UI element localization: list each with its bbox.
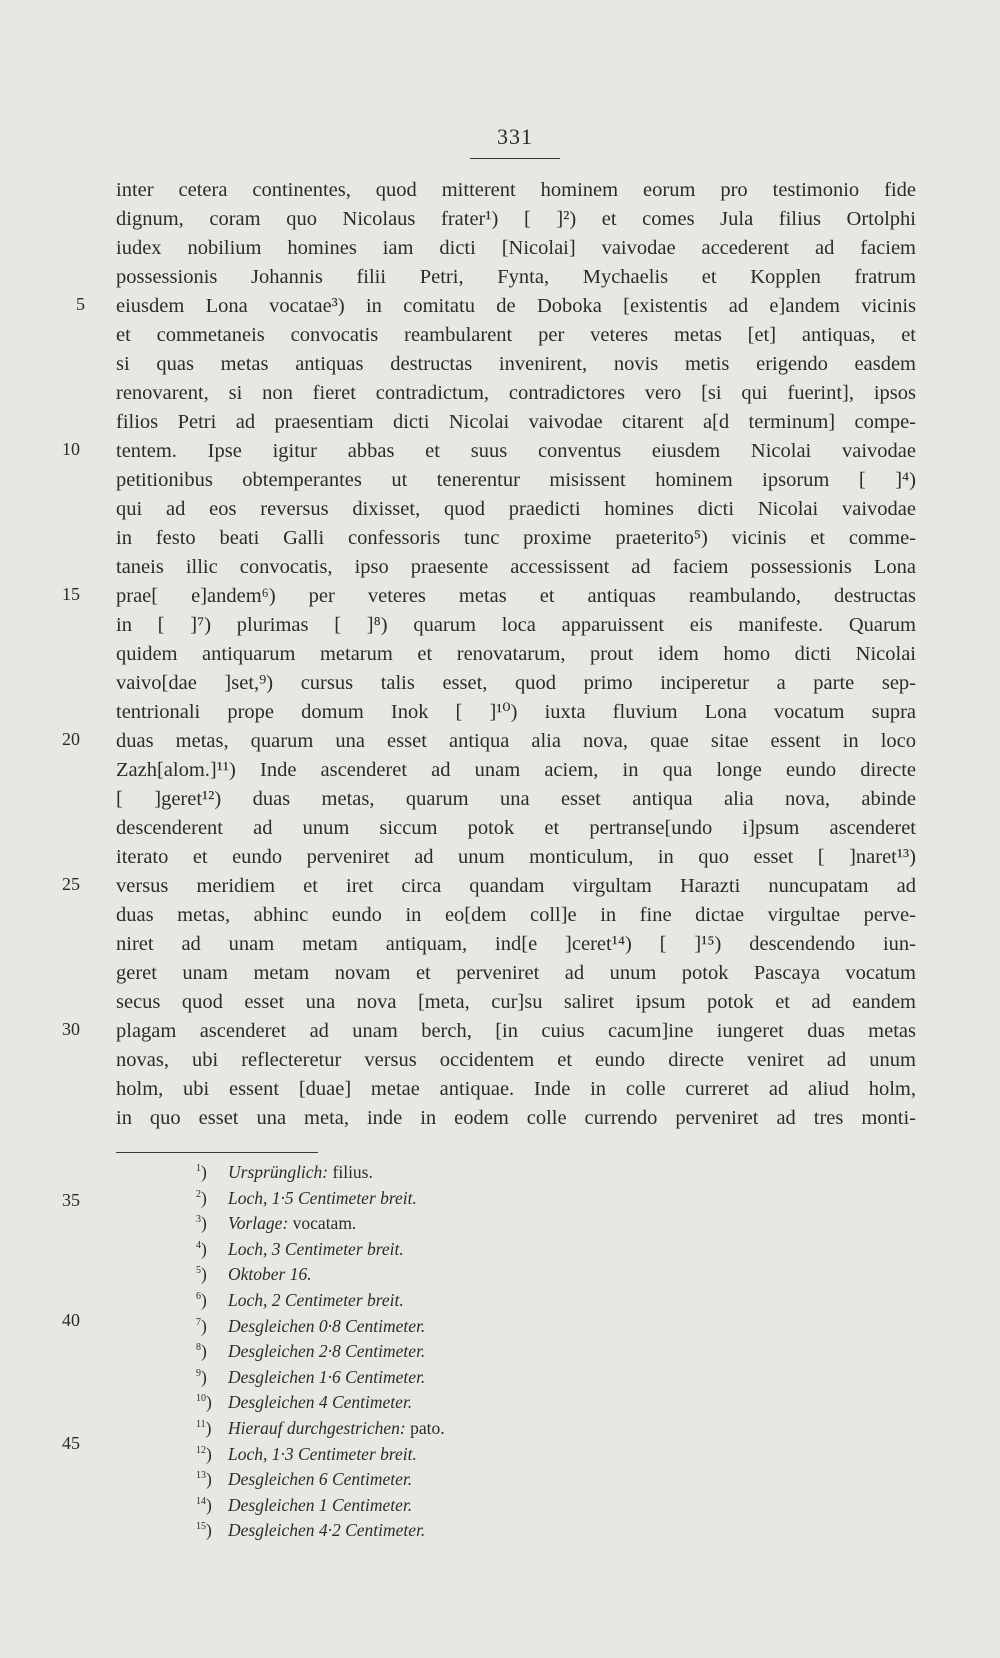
footnote: $^{15}$) Desgleichen 4·2 Centimeter. xyxy=(196,1520,426,1541)
line-number: 45 xyxy=(62,1433,80,1453)
footnote: $^{12}$) Loch, 1·3 Centimeter breit. xyxy=(196,1443,417,1464)
line-number: 35 xyxy=(62,1190,80,1210)
text-line: tentrionali prope domum Inok [ ]¹⁰) iuxta fluvium Lona vocatum supra xyxy=(116,701,916,723)
footnote-number: 13 xyxy=(196,1470,206,1482)
text-line: renovarent, si non fieret contradictum, contradictores vero [si qui fuerint], ipsos xyxy=(116,382,916,404)
footnote: $^4$) Loch, 3 Centimeter breit. xyxy=(196,1238,404,1259)
text-line: et commetaneis convocatis reambularent per veteres metas [et] antiquas, et xyxy=(116,324,916,346)
footnote-number: 1 xyxy=(196,1163,201,1174)
text-line: possessionis Johannis filii Petri, Fynta, Mychaelis et Kopplen fratrum xyxy=(116,266,916,288)
text-line: niret ad unam metam antiquam, ind[e ]ceret¹⁴) [ ]¹⁵) descendendo iun- xyxy=(116,933,916,955)
line-number: 40 xyxy=(62,1310,80,1330)
footnote-number: 14 xyxy=(196,1495,206,1507)
footnote: $^3$) Vorlage: vocatam. xyxy=(196,1213,357,1234)
footnote-text: Loch, 1·3 Centimeter breit. xyxy=(228,1443,417,1464)
footnote: $^9$) Desgleichen 1·6 Centimeter. xyxy=(196,1366,426,1387)
text-line: prae[ e]andem⁶) per veteres metas et antiquas reambulando, destructas xyxy=(116,585,916,607)
text-line: holm, ubi essent [duae] metae antiquae. Inde in colle curreret ad aliud holm, xyxy=(116,1078,916,1100)
footnote-text: Oktober 16. xyxy=(228,1264,312,1285)
text-line: in [ ]⁷) plurimas [ ]⁸) quarum loca apparuissent eis manifeste. Quarum xyxy=(116,614,916,636)
footnote-number: 4 xyxy=(196,1239,201,1251)
text-line: descenderent ad unum siccum potok et pertranse[undo i]psum ascenderet xyxy=(116,817,916,839)
text-line: quidem antiquarum metarum et renovatarum, prout idem homo dicti Nicolai xyxy=(116,643,916,665)
footnote-number: 2 xyxy=(196,1188,201,1200)
line-number: 30 xyxy=(62,1019,80,1039)
footnote-tail: vocatam. xyxy=(292,1213,357,1234)
text-line: secus quod esset una nova [meta, cur]su saliret ipsum potok et ad eandem xyxy=(116,991,916,1013)
text-line: filios Petri ad praesentiam dicti Nicolai vaivodae citarent a[d terminum] compe- xyxy=(116,411,916,433)
footnote-number: 11 xyxy=(196,1418,206,1430)
text-line: in festo beati Galli confessoris tunc proxime praeterito⁵) vicinis et comme- xyxy=(116,527,916,549)
text-line: qui ad eos reversus dixisset, quod praedicti homines dicti Nicolai vaivodae xyxy=(116,498,916,520)
footnote-text: Desgleichen 2·8 Centimeter. xyxy=(228,1341,426,1362)
line-number: 25 xyxy=(62,874,80,894)
text-line: plagam ascenderet ad unam berch, [in cuius cacum]ine iungeret duas metas xyxy=(116,1020,916,1042)
text-line: geret unam metam novam et perveniret ad unum potok Pascaya vocatum xyxy=(116,962,916,984)
text-line: versus meridiem et iret circa quandam virgultam Harazti nuncupatam ad xyxy=(116,875,916,897)
text-line: iterato et eundo perveniret ad unum monticulum, in quo esset [ ]naret¹³) xyxy=(116,846,916,868)
footnote: $^{13}$) Desgleichen 6 Centimeter. xyxy=(196,1469,413,1490)
main-text xyxy=(116,176,916,1133)
line-number: 10 xyxy=(62,439,80,459)
text-line: duas metas, abhinc eundo in eo[dem coll]e in fine dictae virgultae perve- xyxy=(116,904,916,926)
text-line: eiusdem Lona vocatae³) in comitatu de Doboka [existentis ad e]andem vicinis xyxy=(116,295,916,317)
footnote: $^{10}$) Desgleichen 4 Centimeter. xyxy=(196,1392,413,1413)
footnote-text: Desgleichen 1 Centimeter. xyxy=(228,1494,413,1515)
footnotes xyxy=(196,1160,696,1544)
footnote-number: 9 xyxy=(196,1367,201,1379)
page-number-rule xyxy=(470,158,560,159)
footnote: $^7$) Desgleichen 0·8 Centimeter. xyxy=(196,1315,426,1336)
footnote-text: Desgleichen 1·6 Centimeter. xyxy=(228,1366,426,1387)
footnote-number: 15 xyxy=(196,1521,206,1533)
text-line: si quas metas antiquas destructas invenirent, novis metis erigendo easdem xyxy=(116,353,916,375)
line-number: 15 xyxy=(62,584,80,604)
footnote-number: 7 xyxy=(196,1316,201,1328)
footnote: $^6$) Loch, 2 Centimeter breit. xyxy=(196,1289,404,1310)
footnote-tail: filius. xyxy=(332,1162,373,1182)
footnote: $^{14}$) Desgleichen 1 Centimeter. xyxy=(196,1494,413,1515)
footnote: $^2$) Loch, 1·5 Centimeter breit. xyxy=(196,1187,417,1208)
footnote-text: Loch, 3 Centimeter breit. xyxy=(228,1238,404,1259)
footnote-number: 8 xyxy=(196,1342,201,1354)
footnote-text: Ursprünglich: xyxy=(228,1162,329,1182)
footnote-number: 10 xyxy=(196,1393,206,1405)
footnote-text: Loch, 2 Centimeter breit. xyxy=(228,1289,404,1310)
text-line: taneis illic convocatis, ipso praesente accessissent ad faciem possessionis Lona xyxy=(116,556,916,578)
text-line: duas metas, quarum una esset antiqua alia nova, quae sitae essent in loco xyxy=(116,730,916,752)
footnote-text: Loch, 1·5 Centimeter breit. xyxy=(228,1187,417,1208)
footnote-text: Vorlage: xyxy=(228,1213,289,1234)
footnote-tail: pato. xyxy=(410,1417,445,1438)
text-line: petitionibus obtemperantes ut tenerentur misissent hominem ipsorum [ ]⁴) xyxy=(116,469,916,491)
footnote: $^5$) Oktober 16. xyxy=(196,1264,312,1285)
footnote-text: Desgleichen 0·8 Centimeter. xyxy=(228,1315,426,1336)
footnote-text: Hierauf durchgestrichen: xyxy=(228,1417,406,1438)
footnote: $^8$) Desgleichen 2·8 Centimeter. xyxy=(196,1341,426,1362)
footnote-text: Desgleichen 4·2 Centimeter. xyxy=(228,1520,426,1541)
footnote-text: Desgleichen 4 Centimeter. xyxy=(228,1392,413,1413)
text-line: vaivo[dae ]set,⁹) cursus talis esset, quod primo inciperetur a parte sep- xyxy=(116,672,916,694)
text-line: novas, ubi reflecteretur versus occidentem et eundo directe veniret ad unum xyxy=(116,1049,916,1071)
text-line: tentem. Ipse igitur abbas et suus conventus eiusdem Nicolai vaivodae xyxy=(116,440,916,462)
text-line: inter cetera continentes, quod mitterent hominem eorum pro testimonio fide xyxy=(116,179,916,201)
text-line: [ ]geret¹²) duas metas, quarum una esset antiqua alia nova, abinde xyxy=(116,788,916,810)
footnote-number: 3 xyxy=(196,1214,201,1226)
footnote-number: 12 xyxy=(196,1444,206,1456)
text-line: iudex nobilium homines iam dicti [Nicolai] vaivodae accederent ad faciem xyxy=(116,237,916,259)
footnote: $^1$) Ursprünglich: filius. xyxy=(196,1162,373,1182)
text-line: Zazh[alom.]¹¹) Inde ascenderet ad unam aciem, in qua longe eundo directe xyxy=(116,759,916,781)
text-line: dignum, coram quo Nicolaus frater¹) [ ]²) et comes Jula filius Ortolphi xyxy=(116,208,916,230)
footnote-rule xyxy=(116,1152,318,1153)
page-number: 331 xyxy=(497,124,533,149)
footnote: $^{11}$) Hierauf durchgestrichen: pato. xyxy=(196,1417,445,1438)
line-number: 20 xyxy=(62,729,80,749)
footnote-text: Desgleichen 6 Centimeter. xyxy=(228,1469,413,1490)
text-line: in quo esset una meta, inde in eodem colle currendo perveniret ad tres monti- xyxy=(116,1107,916,1129)
line-number: 5 xyxy=(76,294,85,314)
footnote-number: 5 xyxy=(196,1265,201,1277)
footnote-number: 6 xyxy=(196,1290,201,1302)
